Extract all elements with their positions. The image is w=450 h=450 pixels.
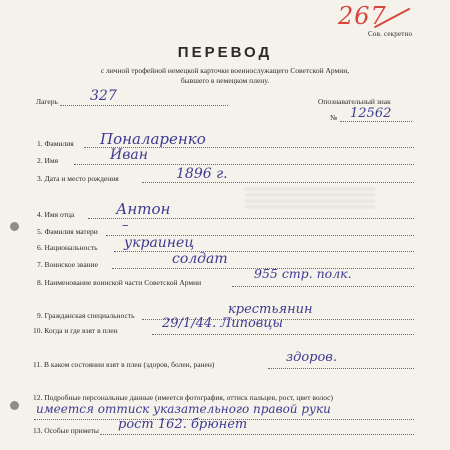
field-11-line	[268, 368, 414, 369]
subtitle-line-2: бывшего в немецком плену.	[180, 76, 270, 85]
field-2-value: Иван	[110, 147, 148, 163]
field-6-value: украинец	[124, 235, 195, 251]
field-5-value: –	[122, 218, 129, 233]
camp-label: Лагерь	[36, 97, 58, 106]
page-title: ПЕРЕВОД	[177, 44, 273, 61]
field-4-label: 4. Имя отца	[37, 210, 75, 219]
field-10-value: 29/1/44. Липовцы	[162, 316, 284, 331]
field-13-label: 13. Особые приметы	[33, 426, 99, 435]
field-11-value: здоров.	[286, 350, 338, 365]
field-11-label: 11. В каком состоянии взят в плен (здоров, болен, ранен)	[33, 360, 215, 369]
id-tag-no-label: №	[330, 113, 338, 122]
punch-hole-top	[10, 222, 19, 231]
field-10-line	[152, 334, 414, 335]
field-9-value: крестьянин	[228, 302, 313, 317]
field-3-line	[142, 182, 414, 183]
field-2-line	[74, 164, 414, 165]
field-6-line	[114, 251, 414, 252]
field-13-line	[100, 434, 414, 435]
subtitle-line-1: с личной трофейной немецкой карточки военнослужащего Советской Армии,	[100, 66, 350, 75]
field-12-value: имеется оттиск указательного правой руки	[36, 402, 331, 416]
field-1-value: Поналаренко	[100, 130, 206, 148]
bleed-through-ink	[245, 186, 375, 208]
field-12-label: 12. Подробные персональные данные (имеется фотография, оттиск пальцев, рост, цвет волос)	[33, 393, 333, 402]
id-tag-line	[340, 121, 412, 122]
camp-line	[60, 105, 228, 106]
archive-number: 267	[338, 2, 387, 30]
field-1-label: 1. Фамилия	[37, 139, 74, 148]
punch-hole-bottom	[10, 401, 19, 410]
field-5-label: 5. Фамилия матери	[37, 227, 98, 236]
field-10-label: 10. Когда и где взят в плен	[33, 326, 118, 335]
field-13-value: рост 162. брюнет	[118, 417, 248, 432]
camp-value: 327	[90, 88, 117, 104]
field-6-label: 6. Национальность	[37, 243, 98, 252]
field-9-label: 9. Гражданская специальность	[37, 311, 135, 320]
field-7-label: 7. Воинское звание	[37, 260, 99, 269]
field-8-label: 8. Наименование воинской части Советской Армии	[37, 278, 202, 287]
secret-stamp: Сов. секретно	[368, 30, 413, 38]
id-tag-label: Опознавательный знак	[318, 97, 391, 106]
field-3-label: 3. Дата и место рождения	[37, 174, 119, 183]
id-tag-value: 12562	[350, 106, 392, 121]
field-8-value: 955 стр. полк.	[254, 266, 352, 281]
field-4-value: Антон	[116, 200, 171, 218]
field-4-line	[88, 218, 414, 219]
field-8-line	[232, 286, 414, 287]
field-3-value: 1896 г.	[176, 166, 228, 182]
field-7-value: солдат	[172, 251, 228, 267]
field-2-label: 2. Имя	[37, 156, 59, 165]
